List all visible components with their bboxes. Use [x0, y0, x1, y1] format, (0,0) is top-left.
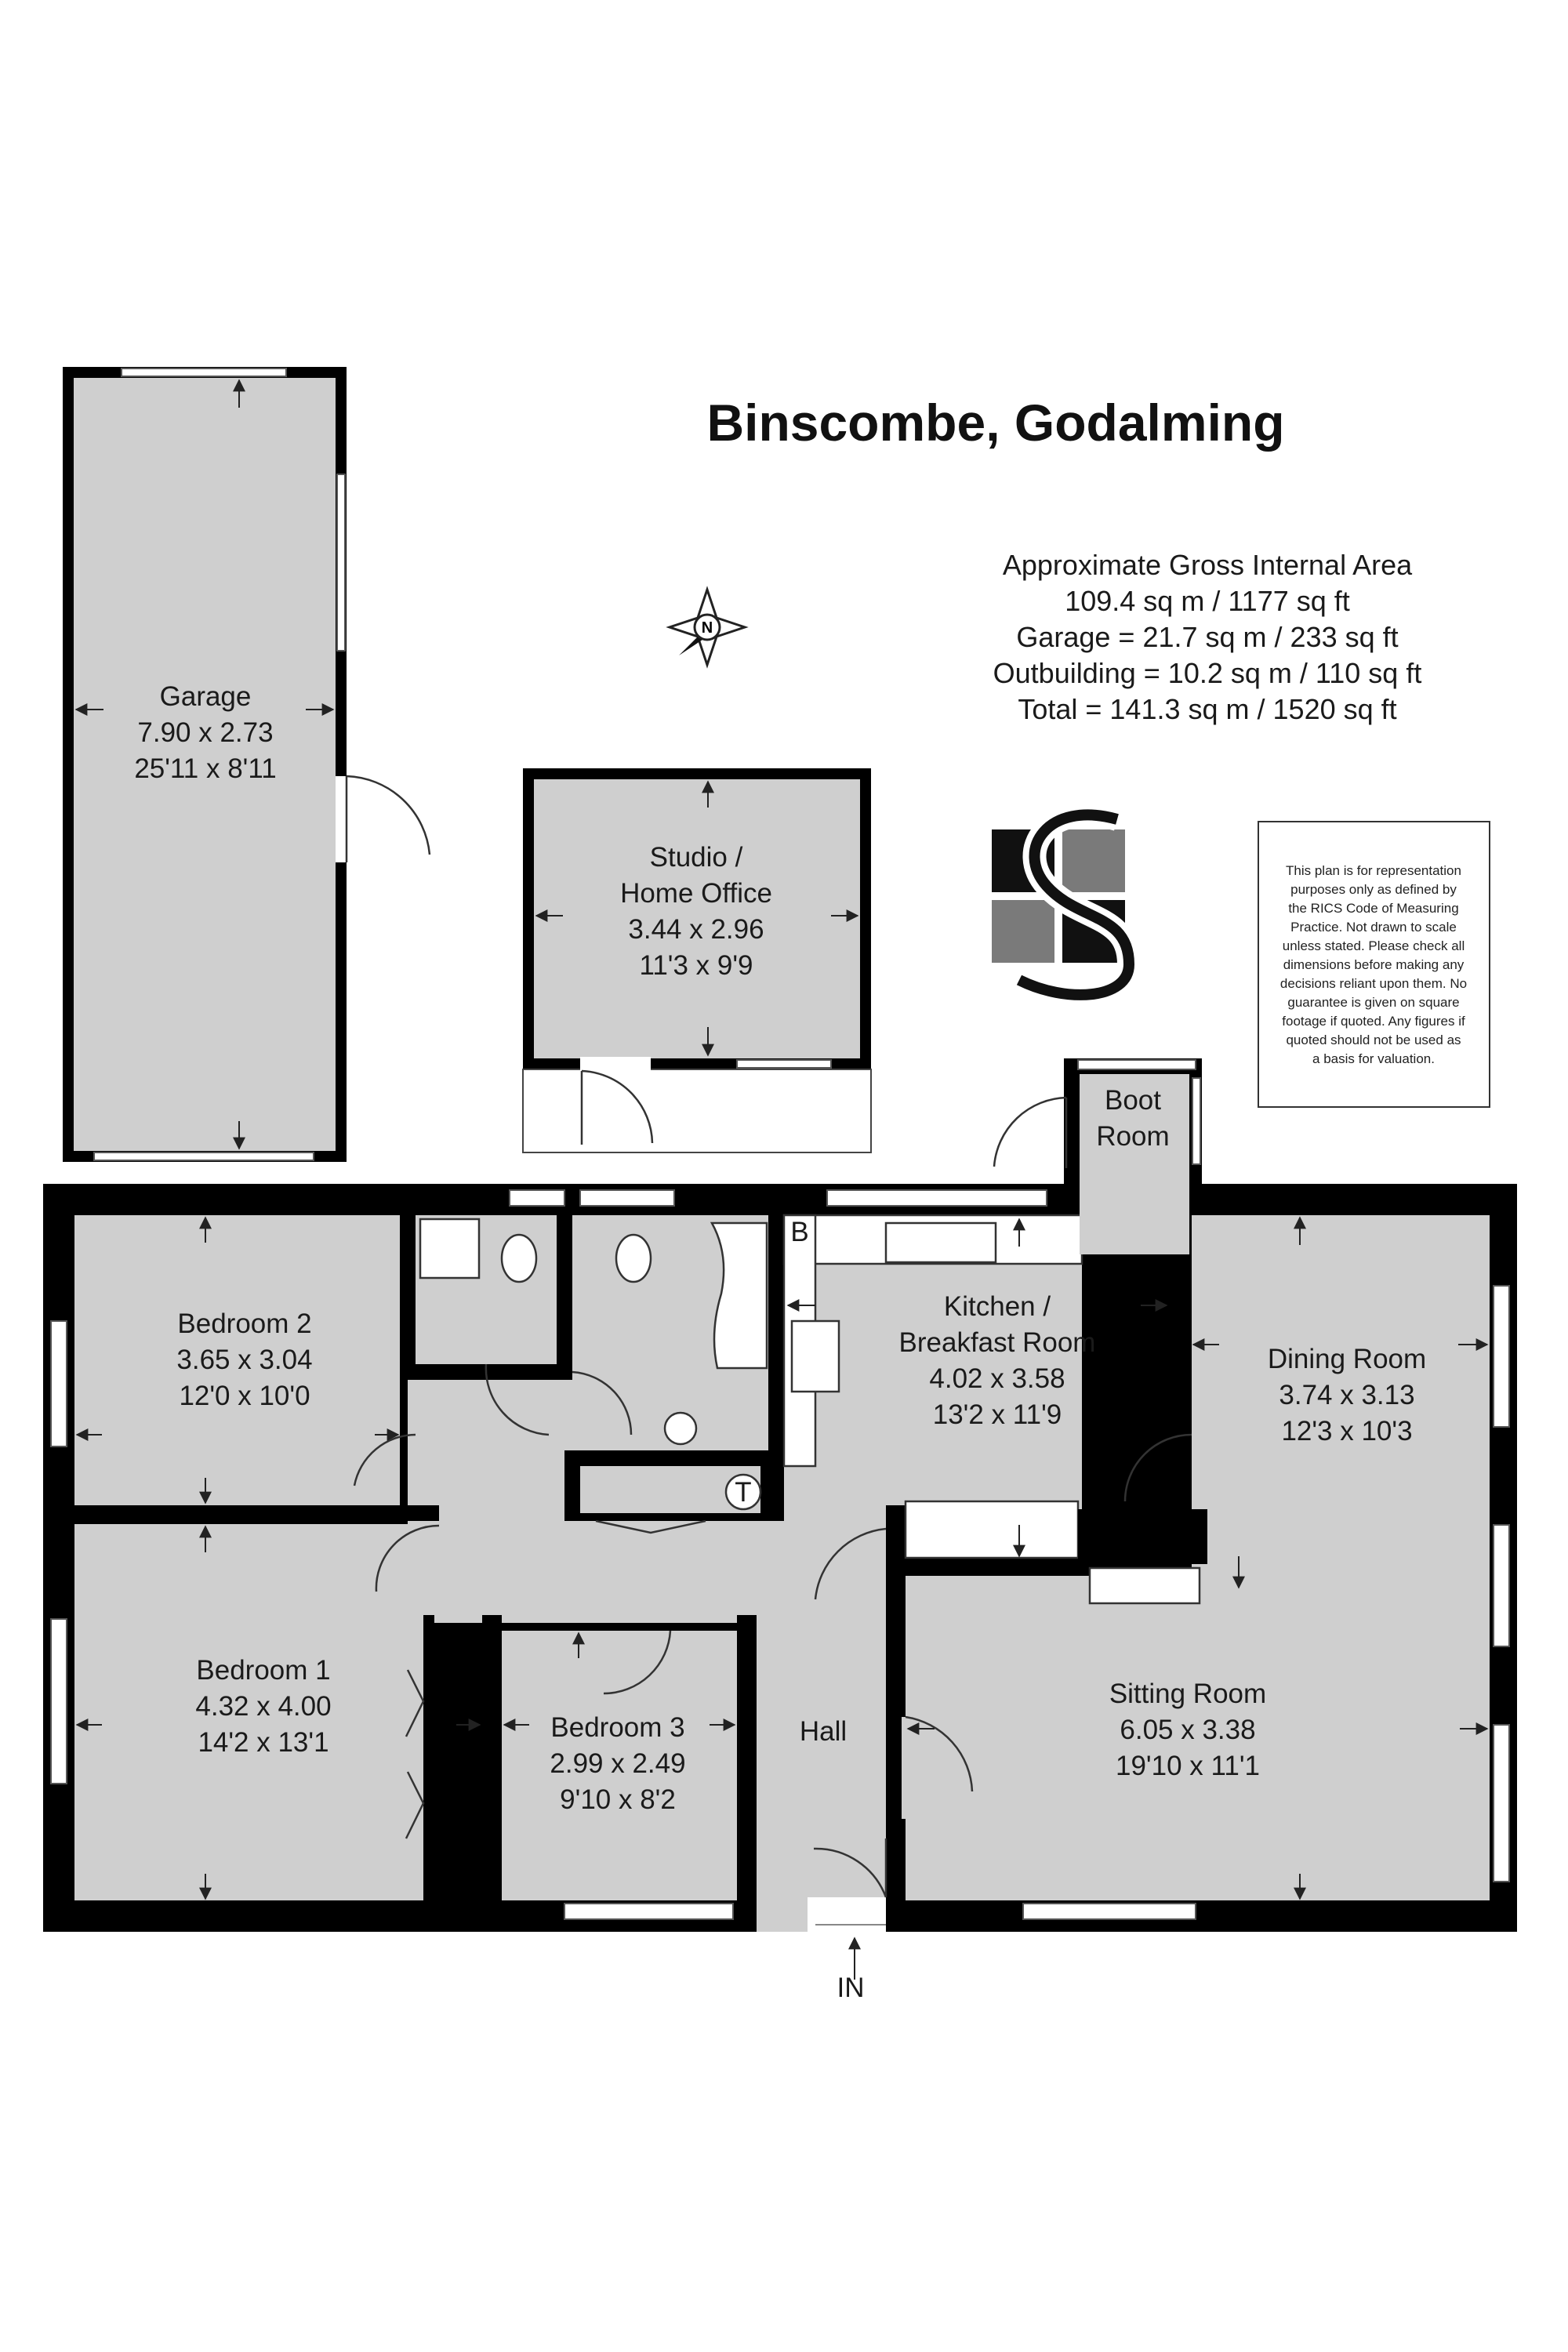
studio-veranda [523, 1069, 871, 1152]
kitchen-imperial: 13'2 x 11'9 [932, 1399, 1062, 1430]
tank-label: T [735, 1477, 752, 1508]
hall-name: Hall [799, 1716, 848, 1747]
page-title: Binscombe, Godalming [706, 394, 1285, 452]
compass-icon [670, 590, 745, 665]
bedroom2-imperial: 12'0 x 10'0 [179, 1381, 310, 1411]
compass-letter: N [701, 619, 713, 637]
disclaimer-line: the RICS Code of Measuring [1288, 901, 1459, 916]
bedroom2-name: Bedroom 2 [177, 1308, 312, 1339]
bedroom2-window [51, 1321, 67, 1446]
area-summary-line: Approximate Gross Internal Area [1002, 549, 1413, 581]
kitchen-metric: 4.02 x 3.58 [929, 1363, 1065, 1394]
garage-window-side [337, 474, 345, 651]
hob [792, 1321, 839, 1392]
bedroom1-window [51, 1619, 67, 1784]
boot_room-name: Room [1096, 1121, 1170, 1152]
disclaimer-line: guarantee is given on square [1287, 995, 1460, 1010]
area-summary-line: Garage = 21.7 sq m / 233 sq ft [1016, 621, 1399, 653]
dining-imperial: 12'3 x 10'3 [1281, 1416, 1413, 1446]
studio-metric: 3.44 x 2.96 [628, 914, 764, 945]
disclaimer-line: Practice. Not drawn to scale [1290, 920, 1457, 935]
sitting-window-front [1023, 1904, 1196, 1919]
disclaimer-line: decisions reliant upon them. No [1279, 976, 1468, 991]
bedroom3-metric: 2.99 x 2.49 [550, 1748, 686, 1779]
area-summary-line: 109.4 sq m / 1177 sq ft [1065, 585, 1350, 617]
boot-room-door [994, 1098, 1066, 1167]
bedroom3-name: Bedroom 3 [550, 1712, 685, 1743]
entrance-label: IN [837, 1973, 865, 2003]
garage-metric: 7.90 x 2.73 [137, 717, 274, 748]
bedroom2-metric: 3.65 x 3.04 [176, 1345, 313, 1375]
garage-window-top [122, 368, 286, 376]
fireplace [1078, 1509, 1207, 1564]
garage-door-opening [94, 1152, 314, 1160]
shower-tray [420, 1219, 479, 1278]
kitchen-sink [886, 1223, 996, 1262]
bath [712, 1223, 767, 1368]
garage-name: Garage [159, 681, 252, 712]
sitting-metric: 6.05 x 3.38 [1120, 1715, 1256, 1745]
shower-toilet [502, 1235, 536, 1282]
dining-window [1494, 1286, 1509, 1427]
area-summary-line: Outbuilding = 10.2 sq m / 110 sq ft [993, 657, 1422, 689]
disclaimer-line: This plan is for representation [1286, 863, 1461, 878]
studio-imperial: 11'3 x 9'9 [639, 950, 753, 981]
disclaimer-line: a basis for valuation. [1312, 1051, 1435, 1066]
garage-side-door [347, 776, 430, 862]
main-house [43, 1184, 1517, 1932]
sitting-window-side1 [1494, 1525, 1509, 1646]
disclaimer-line: unless stated. Please check all [1282, 938, 1465, 953]
disclaimer-line: dimensions before making any [1283, 957, 1465, 972]
kitchen-name: Breakfast Room [898, 1327, 1096, 1358]
kitchen-window [827, 1190, 1047, 1206]
boiler-marker: B [790, 1217, 809, 1247]
studio-name: Studio / [649, 842, 743, 873]
sitting-window-side2 [1494, 1725, 1509, 1882]
sitting-imperial: 19'10 x 11'1 [1116, 1751, 1260, 1781]
garage-imperial: 25'11 x 8'11 [134, 753, 277, 784]
studio-window [737, 1060, 831, 1068]
basin [665, 1413, 696, 1444]
bedroom3-imperial: 9'10 x 8'2 [560, 1784, 676, 1815]
bedroom1-name: Bedroom 1 [196, 1655, 331, 1686]
studio-name: Home Office [620, 878, 772, 909]
sitting-name: Sitting Room [1109, 1679, 1267, 1709]
dining-metric: 3.74 x 3.13 [1279, 1380, 1415, 1410]
boot_room-name: Boot [1105, 1085, 1161, 1116]
disclaimer-line: footage if quoted. Any figures if [1282, 1014, 1465, 1029]
dining-name: Dining Room [1267, 1344, 1427, 1374]
agency-logo [992, 815, 1129, 994]
disclaimer-line: purposes only as defined by [1290, 882, 1457, 897]
area-summary-line: Total = 141.3 sq m / 1520 sq ft [1018, 693, 1397, 725]
bedroom1-imperial: 14'2 x 13'1 [198, 1727, 329, 1758]
bedroom3-window [564, 1904, 733, 1919]
toilet [616, 1235, 651, 1282]
bedroom1-metric: 4.32 x 4.00 [195, 1691, 332, 1722]
kitchen-name: Kitchen / [943, 1291, 1051, 1322]
hall-floor [757, 1623, 886, 1932]
disclaimer-line: quoted should not be used as [1286, 1033, 1461, 1047]
